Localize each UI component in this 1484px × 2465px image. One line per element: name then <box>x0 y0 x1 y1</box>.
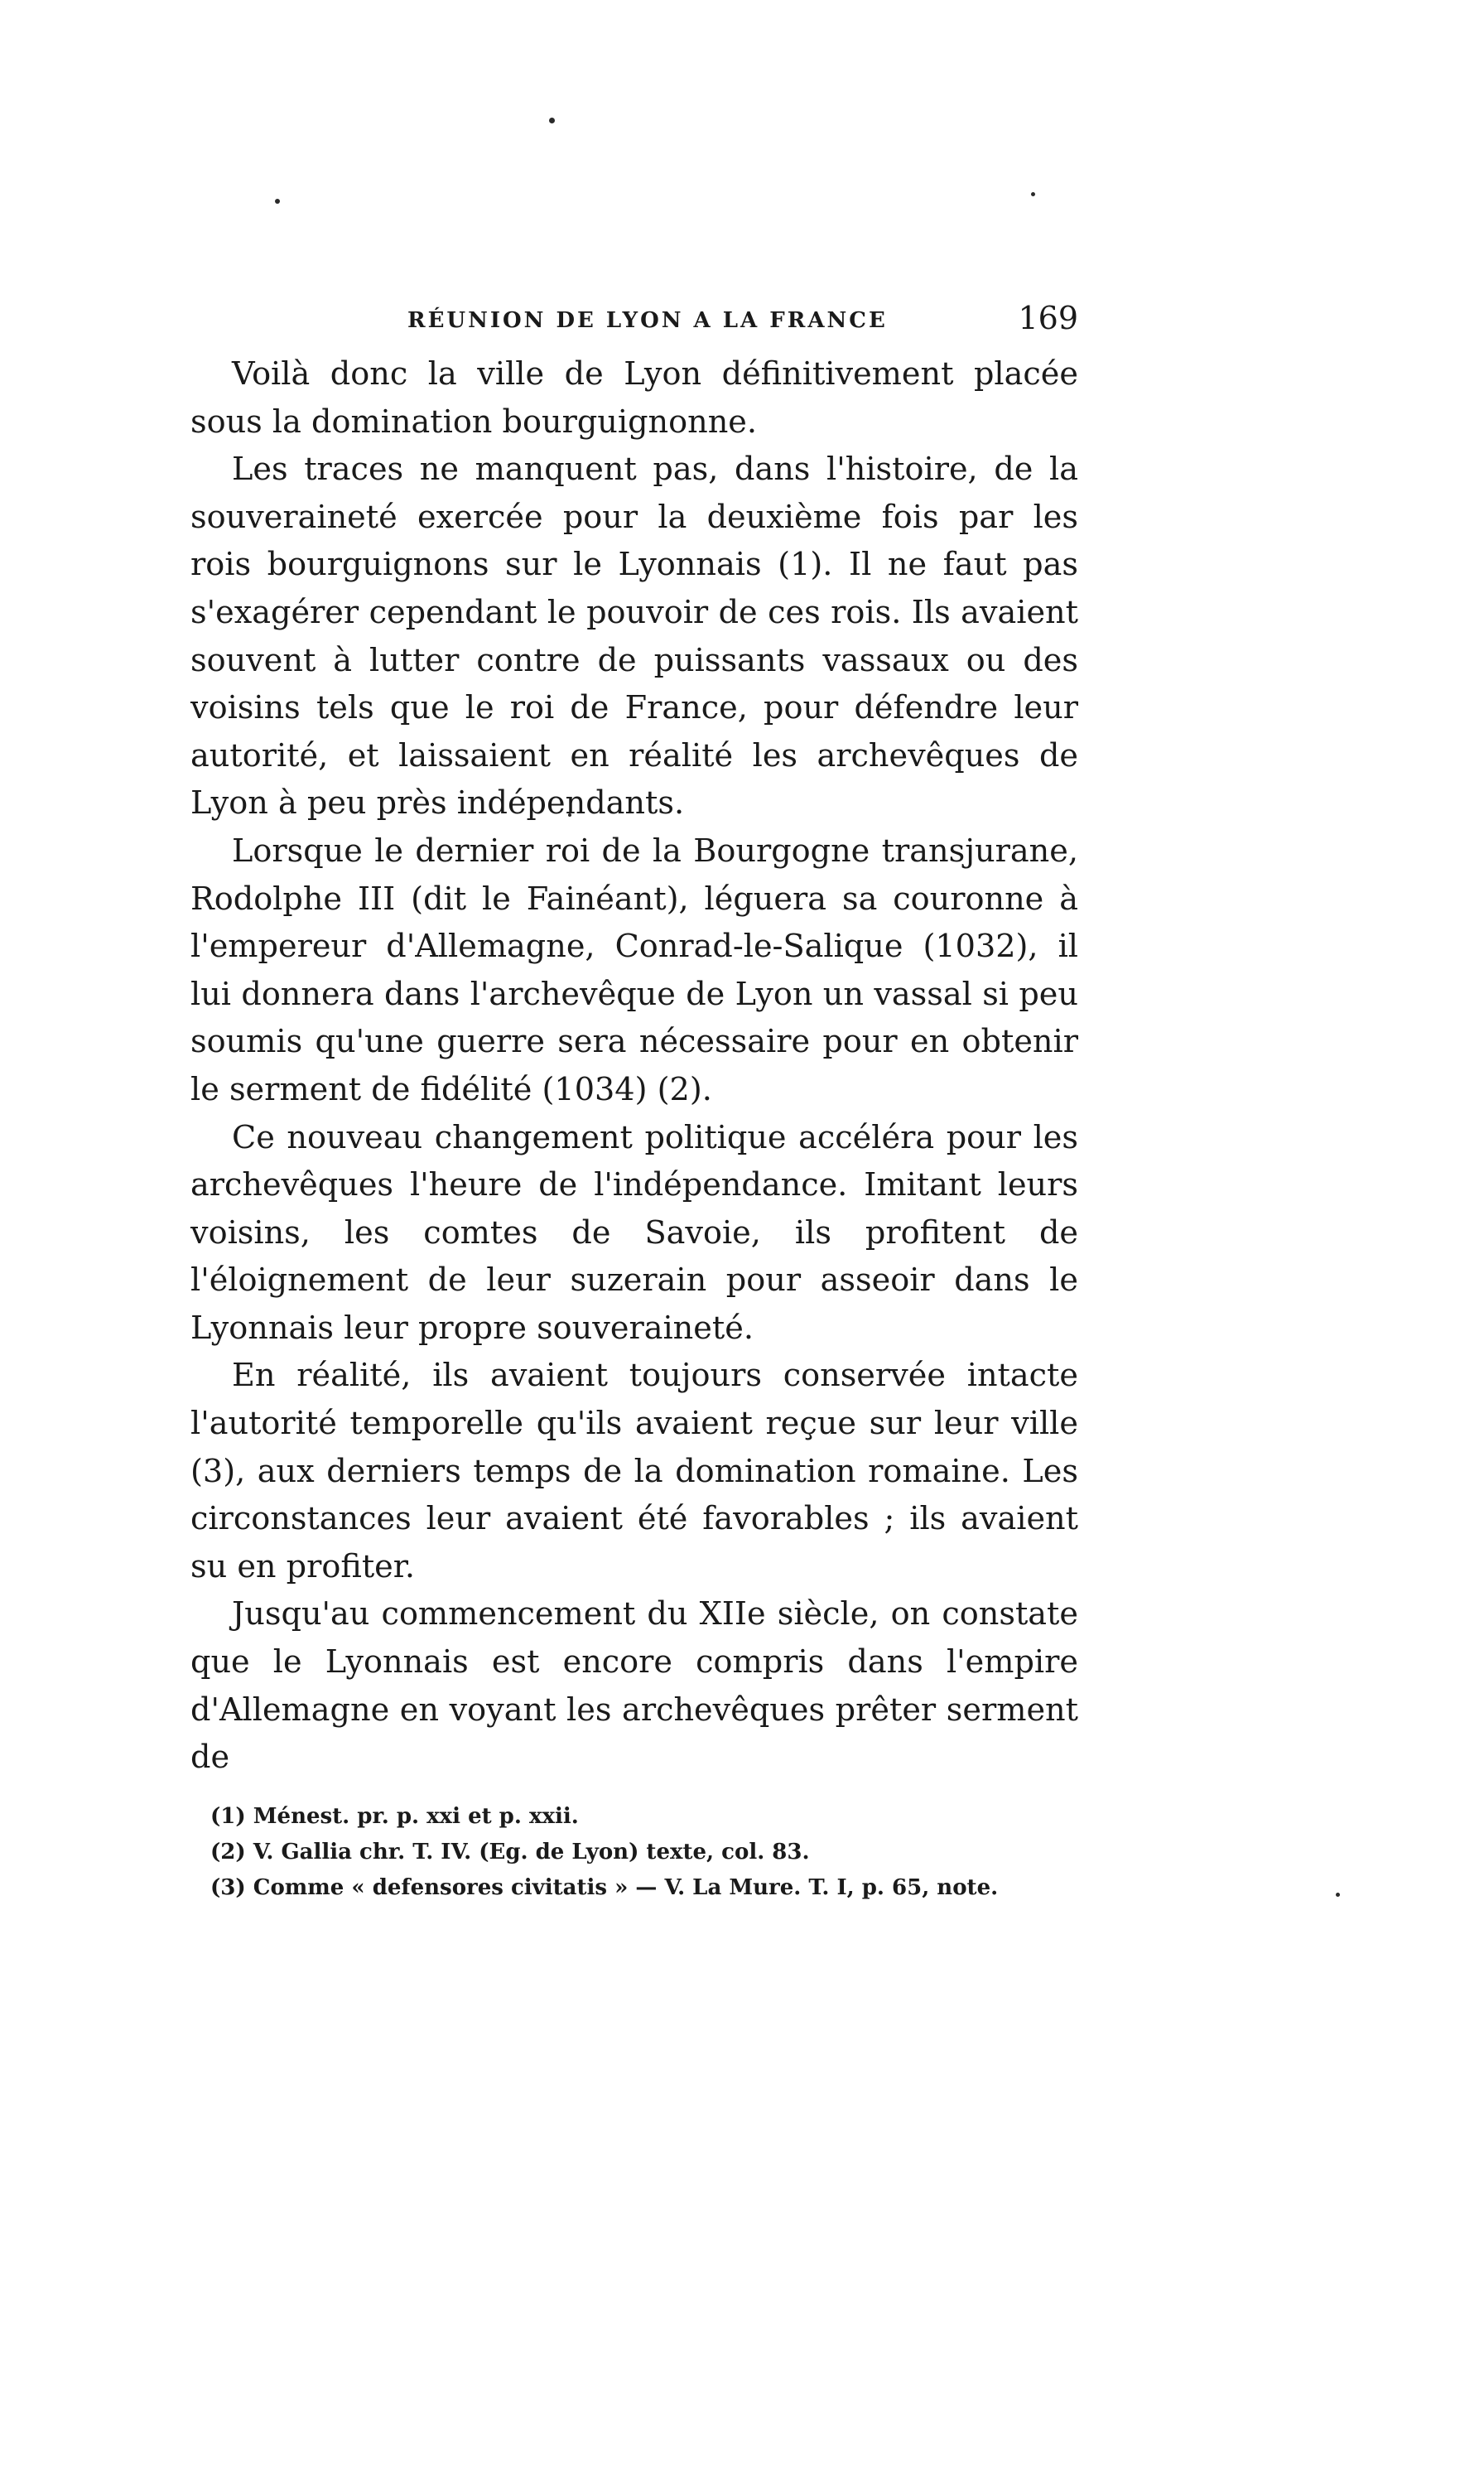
print-speck <box>1031 192 1035 196</box>
paragraph: Voilà donc la ville de Lyon définitivement placée sous la domination bourguignonne. <box>190 356 1078 441</box>
paragraph: Lorsque le dernier roi de la Bourgogne transjurane, Rodolphe III (dit le Fainéant), léguera sa couronne à l'empereur d'Allemagne, Conrad-le-Salique (1032), il lui donnera dans l'archevêque de Lyon un vassal si peu soumis qu'une guerre sera nécessaire pour en obtenir le serment de fidélité (1034) (2). <box>190 832 1078 1108</box>
footnote: (1) Ménest. pr. p. xxi et p. xxii. <box>210 1804 579 1829</box>
print-speck <box>1336 1893 1340 1897</box>
footnote: (3) Comme « defensores civitatis » — V. La Mure. T. I, p. 65, note. <box>210 1875 999 1900</box>
paragraph: En réalité, ils avaient toujours conservée intacte l'autorité temporelle qu'ils avaient reçue sur leur ville (3), aux derniers temps de la domination romaine. Les circonstances leur avaient été favorables ; ils avaient su en profiter. <box>190 1358 1078 1585</box>
page-number: 169 <box>1018 300 1078 336</box>
print-speck <box>275 199 280 204</box>
body-text <box>190 351 1078 1782</box>
paragraph: Jusqu'au commencement du XIIe siècle, on constate que le Lyonnais est encore compris dans l'empire d'Allemagne en voyant les archevêques prêter serment de <box>190 1596 1078 1777</box>
running-title: RÉUNION DE LYON A LA FRANCE <box>407 308 888 333</box>
print-speck <box>549 118 555 123</box>
page-header <box>190 300 1078 341</box>
paragraph: Les traces ne manquent pas, dans l'histoire, de la souveraineté exercée pour la deuxième fois par les rois bourguignons sur le Lyonnais (1). Il ne faut pas s'exagérer cependant le pouvoir de ces rois. Ils avaient souvent à lutter contre de puissants vassaux ou des voisins tels que le roi de France, pour défendre leur autorité, et laissaient en réalité les archevêques de Lyon à peu près indépendants. <box>190 451 1078 822</box>
paragraph: Ce nouveau changement politique accéléra pour les archevêques l'heure de l'indépendance. Imitant leurs voisins, les comtes de Savoie, ils profitent de l'éloignement de leur suzerain pour asseoir dans le Lyonnais leur propre souveraineté. <box>190 1119 1078 1347</box>
footnote: (2) V. Gallia chr. T. IV. (Eg. de Lyon) texte, col. 83. <box>210 1840 810 1864</box>
footnotes <box>190 1799 1078 1906</box>
